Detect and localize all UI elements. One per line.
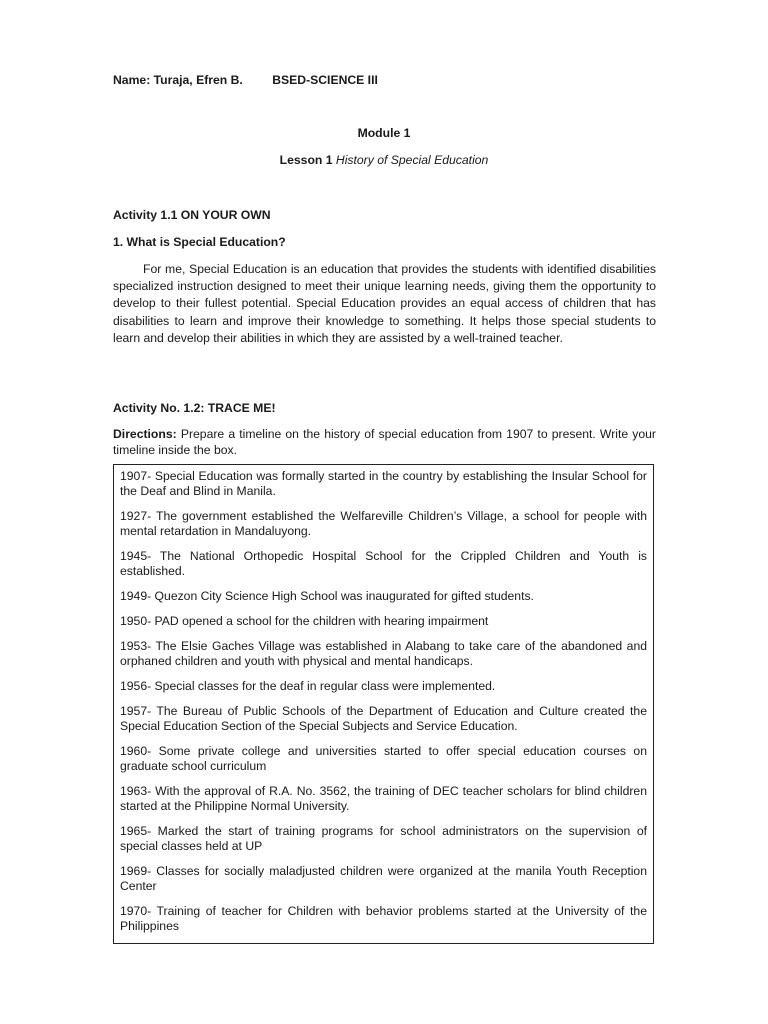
timeline-entry: 1956- Special classes for the deaf in regular class were implemented. <box>120 679 496 693</box>
timeline-entry: 1950- PAD opened a school for the children with hearing impairment <box>120 614 489 628</box>
timeline-entry: 1949- Quezon City Science High School was inaugurated for gifted students. <box>120 589 534 603</box>
student-header <box>113 73 378 87</box>
lesson-label: Lesson 1 <box>279 153 333 167</box>
answer-paragraph: For me, Special Education is an education that provides the students with identified disabilities specialized instruction designed to meet their unique learning needs, giving them the opportunity to develop to their fullest potential. Special Education provides an equal access of children that has disabilities to learn and improve their knowledge to something. It helps those special students to learn and develop their abilities in which they are assisted by a well-trained teacher. <box>113 262 656 345</box>
directions-label: Directions: <box>113 427 177 441</box>
activity-1-title: Activity 1.1 ON YOUR OWN <box>113 208 271 222</box>
question-1: 1. What is Special Education? <box>113 235 286 249</box>
timeline-entry: 1960- Some private college and universities started to offer special education courses on graduate school curriculum <box>120 744 647 773</box>
timeline-entry: 1969- Classes for socially maladjusted children were organized at the manila Youth Reception Center <box>120 864 647 893</box>
timeline-box <box>113 464 654 944</box>
timeline-entry: 1927- The government established the Welfareville Children’s Village, a school for people with mental retardation in Mandaluyong. <box>120 509 647 538</box>
lesson-heading <box>0 153 768 167</box>
student-name: Name: Turaja, Efren B. <box>113 73 243 87</box>
timeline-entry: 1965- Marked the start of training programs for school administrators on the supervision of special classes held at UP <box>120 824 647 853</box>
activity-2-title: Activity No. 1.2: TRACE ME! <box>113 401 276 415</box>
timeline-entry: 1963- With the approval of R.A. No. 3562, the training of DEC teacher scholars for blind children started at the Philippine Normal University. <box>120 784 647 813</box>
directions-paragraph <box>113 426 656 458</box>
timeline-entry: 1953- The Elsie Gaches Village was established in Alabang to take care of the abandoned and orphaned children and youth with physical and mental handicaps. <box>120 639 647 668</box>
timeline-entry: 1970- Training of teacher for Children with behavior problems started at the University of the Philippines <box>120 904 647 933</box>
timeline-entry: 1957- The Bureau of Public Schools of the Department of Education and Culture created the Special Education Section of the Special Subjects and Service Education. <box>120 704 647 733</box>
student-course: BSED-SCIENCE III <box>272 73 378 87</box>
timeline-entry: 1907- Special Education was formally started in the country by establishing the Insular School for the Deaf and Blind in Manila. <box>120 469 647 498</box>
timeline-entry: 1945- The National Orthopedic Hospital School for the Crippled Children and Youth is established. <box>120 549 647 578</box>
lesson-title: History of Special Education <box>335 153 489 167</box>
directions-text: Prepare a timeline on the history of special education from 1907 to present. Write your timeline inside the box. <box>113 427 656 457</box>
module-title: Module 1 <box>357 126 411 140</box>
